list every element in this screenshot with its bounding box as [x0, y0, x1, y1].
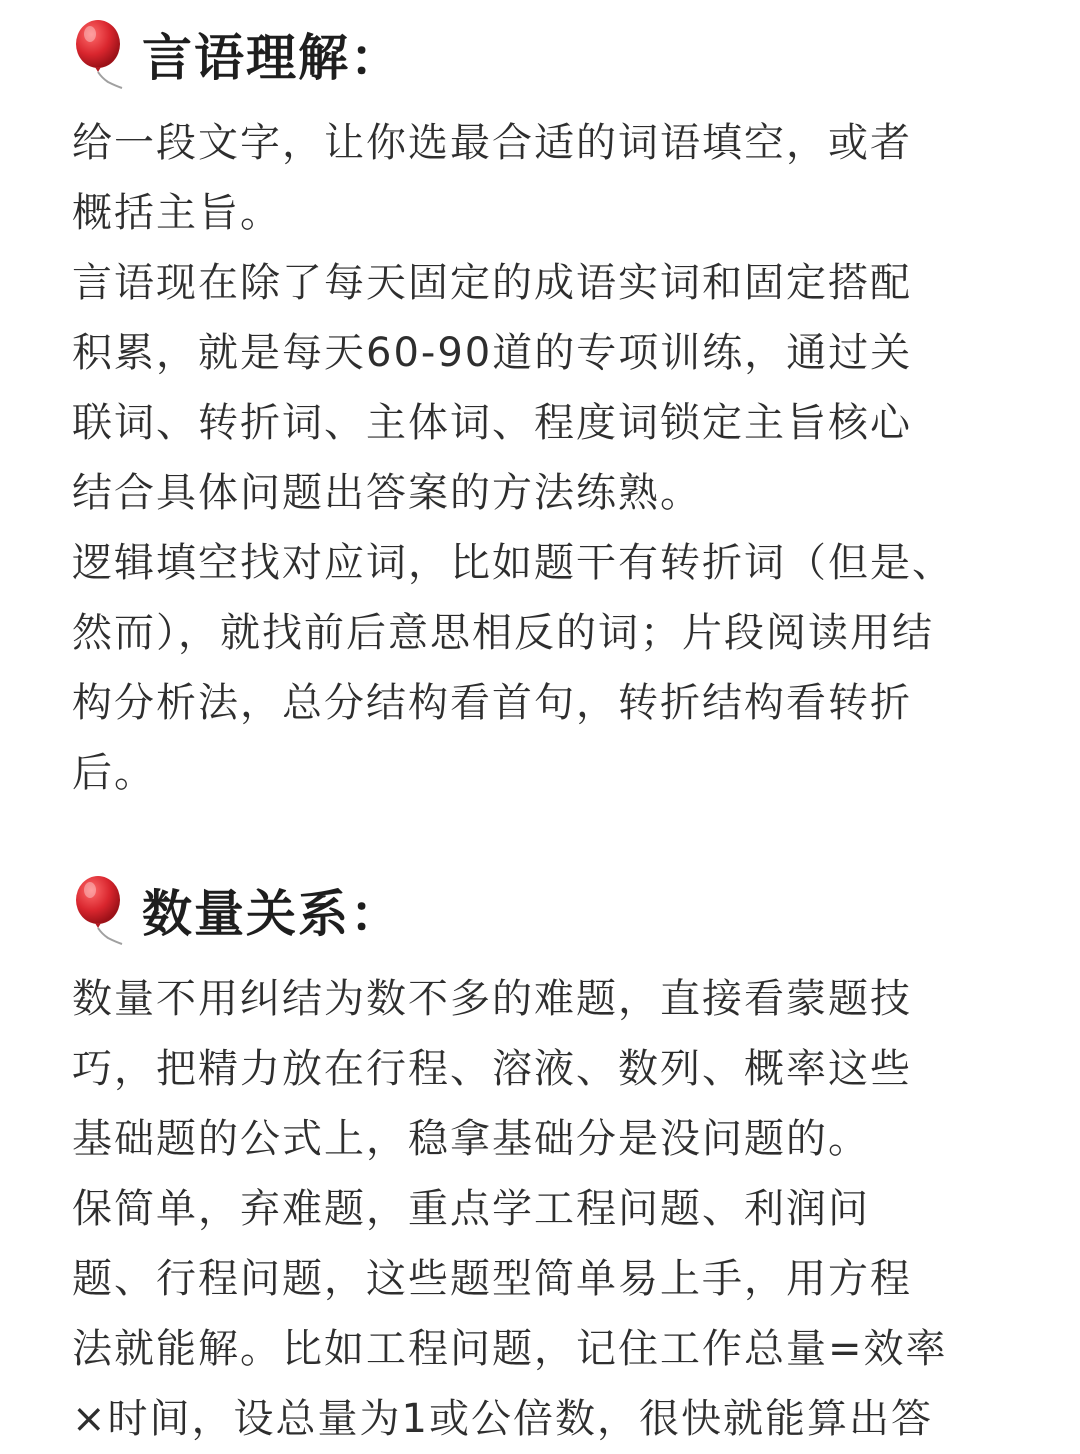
paragraph-line: 逻辑填空找对应词，比如题干有转折词（但是、 — [72, 540, 954, 586]
paragraph-line: ×时间，设总量为1或公倍数，很快就能算出答 — [72, 1396, 933, 1442]
paragraph-line: 联词、转折词、主体词、程度词锁定主旨核心 — [72, 400, 912, 446]
paragraph-line: 言语现在除了每天固定的成语实词和固定搭配 — [72, 260, 912, 306]
red-balloon-icon — [72, 874, 128, 946]
red-balloon-icon — [72, 18, 128, 90]
paragraph-line: 结合具体问题出答案的方法练熟。 — [72, 470, 702, 516]
paragraph-line: 给一段文字，让你选最合适的词语填空，或者 — [72, 120, 912, 166]
paragraph-line: 然而），就找前后意思相反的词；片段阅读用结 — [72, 610, 934, 656]
paragraph-line: 概括主旨。 — [72, 190, 282, 236]
paragraph-line: 构分析法，总分结构看首句，转折结构看转折 — [72, 680, 912, 726]
paragraph-line: 数量不用纠结为数不多的难题，直接看蒙题技 — [72, 976, 912, 1022]
paragraph-line: 法就能解。比如工程问题，记住工作总量=效率 — [72, 1326, 948, 1372]
section-title: 言语理解： — [142, 29, 402, 87]
paragraph-line: 巧，把精力放在行程、溶液、数列、概率这些 — [72, 1046, 912, 1092]
paragraph-line: 积累，就是每天60-90道的专项训练，通过关 — [72, 330, 913, 376]
paragraph-line: 后。 — [72, 750, 156, 796]
paragraph-line: 题、行程问题，这些题型简单易上手，用方程 — [72, 1256, 912, 1302]
section-heading-quantity — [72, 870, 402, 950]
paragraph-line: 保简单，弃难题，重点学工程问题、利润问 — [72, 1186, 870, 1232]
paragraph-line: 基础题的公式上，稳拿基础分是没问题的。 — [72, 1116, 870, 1162]
section-heading-language — [72, 14, 402, 94]
section-title: 数量关系： — [142, 885, 402, 943]
